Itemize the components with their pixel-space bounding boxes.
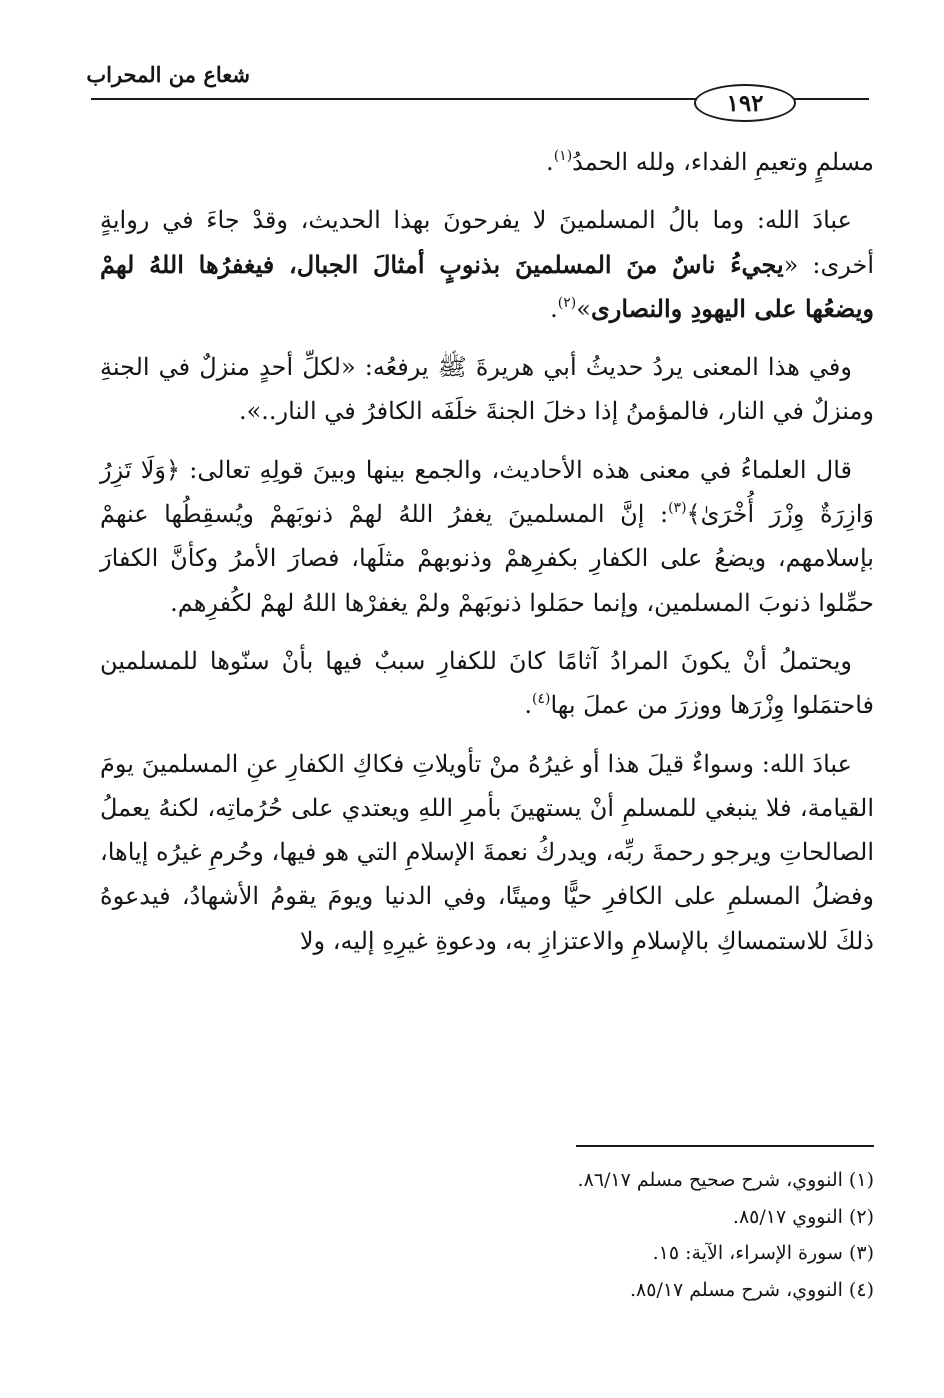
footnote-2: (٢) النووي ٨٥/١٧. <box>732 1205 874 1228</box>
paragraph-4 <box>100 448 874 625</box>
paragraph-6-text: عبادَ الله: وسواءٌ قيلَ هذا أو غيرُهُ منْ تأويلاتِ فكاكِ الكفارِ عنِ المسلمينَ يومَ القيامة، فلا ينبغي للمسلمِ أنْ يستهينَ بأمرِ اللهِ ويعتدي على حُرُماتِه، لكنهُ يعملُ الصالحاتِ ويرجو رحمةَ ربِّه، ويدركُ نعمةَ الإسلامِ التي هو فيها، وحُرمِ غيرُه إياها، وفضلُ المسلمِ على الكافرِ حيًّا وميتًا، وفي الدنيا ويومَ يقومُ الأشهادُ، فيدعوهُ ذلكَ للاستمساكِ بالإسلامِ والاعتزازِ به، ودعوةِ غيرِهِ إليه، ولا <box>100 749 874 955</box>
page-number-badge <box>694 84 796 122</box>
paragraph-2-end: . <box>550 294 558 323</box>
footnote-ref-2[interactable]: (٢) <box>557 294 577 311</box>
paragraph-2 <box>100 198 874 331</box>
footnote-ref-1[interactable]: (١) <box>553 148 573 164</box>
paragraph-2-intro: عبادَ الله: وما بالُ المسلمينَ لا يفرحونَ بهذا الحديث، وقدْ جاءَ في روايةٍ أخرى: « <box>100 206 874 279</box>
hadith-quote-bold: يجيءُ ناسٌ منَ المسلمينَ بذنوبٍ أمثالَ الجبال، فيغفرُها اللهُ لهمْ ويضعُها على اليهودِ والنصارى <box>100 249 874 323</box>
paragraph-2-close-quote: » <box>576 294 591 323</box>
running-header-title: شعاع من المحراب <box>86 62 250 87</box>
paragraph-5-end: . <box>524 691 532 720</box>
paragraph-6 <box>100 742 874 963</box>
footnotes <box>100 1162 874 1308</box>
page-body <box>100 140 874 977</box>
footnote-3: (٣) سورة الإسراء، الآية: ١٥. <box>652 1242 874 1264</box>
footnote-1: (١) النووي، شرح صحيح مسلم ٨٦/١٧. <box>577 1169 874 1191</box>
paragraph-1 <box>100 140 874 184</box>
paragraph-4-text: : إنَّ المسلمينَ يغفرُ اللهُ لهمْ ذنوبَهمْ ويُسقِطُها عنهمْ بإسلامهم، ويضعُ على الكفارِ بكفرِهمْ وذنوبهمْ مثلَها، فصارَ الأمرُ وكأنَّ الكفارَ حمِّلوا ذنوبَ المسلمين، وإنما حمَلوا ذنوبَهمْ ولمْ يغفرْها اللهُ لهمْ لكُفرِهم. <box>100 500 874 617</box>
footnote-ref-4[interactable]: (٤) <box>531 691 551 708</box>
paragraph-4-intro: قال العلماءُ في معنى هذه الأحاديث، والجمع بينها وبينَ قولِهِ تعالى: ﴿وَلَا تَزِرُ وَازِرَةٌ وِزْرَ أُخْرَىٰ﴾ <box>100 455 874 529</box>
footnote-separator <box>576 1145 874 1147</box>
paragraph-3-text: وفي هذا المعنى يردُ حديثُ أبي هريرةَ ﷺ يرفعُه: «لكلِّ أحدٍ منزلٌ في الجنةِ ومنزلٌ في النار، فالمؤمنُ إذا دخلَ الجنةَ خلَفَه الكافرُ في النار..». <box>100 353 874 426</box>
page-number: ١٩٢ <box>726 89 764 117</box>
paragraph-3 <box>100 345 874 434</box>
paragraph-5-text: ويحتملُ أنْ يكونَ المرادُ آثامًا كانَ للكفارِ سببٌ فيها بأنْ سنّوها للمسلمين فاحتمَلوا وِزْرَها ووزرَ من عملَ بها <box>100 646 874 720</box>
footnote-4: (٤) النووي، شرح مسلم ٨٥/١٧. <box>629 1278 874 1301</box>
paragraph-1-end: . <box>546 148 554 176</box>
footnote-ref-3[interactable]: (٣) <box>668 500 687 517</box>
paragraph-5 <box>100 639 874 728</box>
paragraph-1-text: مسلمٍ وتعيمِ الفداء، ولله الحمدُ <box>572 148 874 176</box>
